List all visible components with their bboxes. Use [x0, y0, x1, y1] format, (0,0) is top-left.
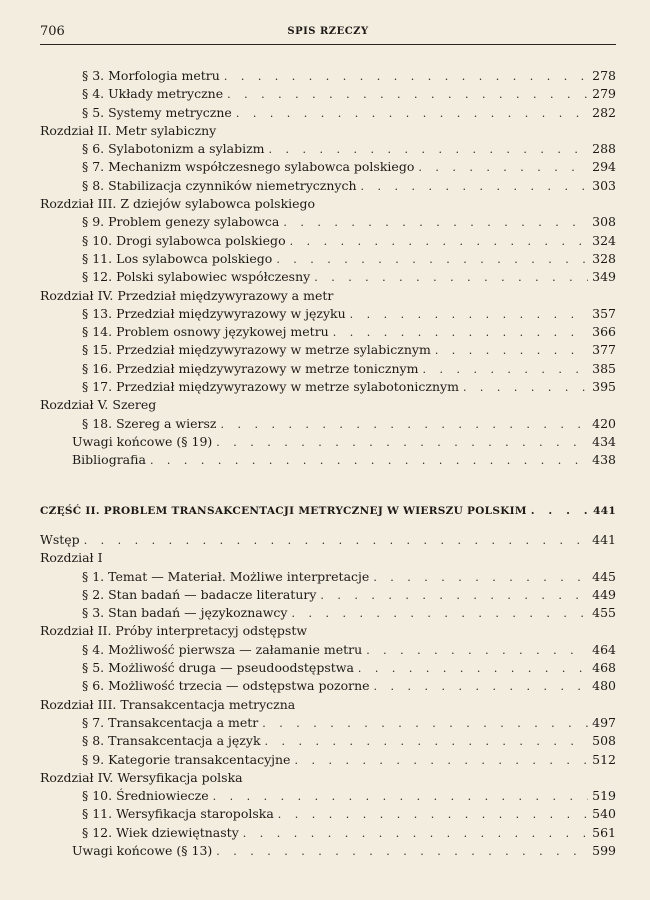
toc-entry-page: 279	[592, 86, 616, 102]
toc-entry-row[interactable]	[40, 641, 616, 659]
toc-entry-label: Wstęp	[40, 531, 84, 549]
dot-leader	[262, 715, 588, 732]
dot-leader	[220, 416, 588, 433]
toc-entry-label: Bibliografia	[72, 451, 150, 469]
dot-leader	[278, 806, 588, 823]
dot-leader	[314, 269, 588, 286]
toc-chapter-row[interactable]	[40, 396, 616, 414]
running-title: SPIS RZECZY	[287, 26, 369, 37]
toc-entry-row[interactable]	[40, 568, 616, 586]
toc-entry-label: § 12. Polski sylabowiec współczesny	[82, 268, 314, 286]
toc-entry-page: 438	[592, 452, 616, 468]
toc-entry-label: Rozdział V. Szereg	[40, 396, 160, 414]
toc-entry-label: § 5. Systemy metryczne	[82, 104, 236, 122]
dot-leader	[374, 678, 588, 695]
toc-entry-page: 349	[592, 269, 616, 285]
dot-leader	[531, 502, 588, 520]
toc-entry-label: § 9. Problem genezy sylabowca	[82, 213, 283, 231]
toc-entry-page: 434	[592, 433, 616, 449]
toc-entry-row[interactable]	[40, 732, 616, 750]
toc-entry-label: Uwagi końcowe (§ 13)	[72, 842, 216, 860]
dot-leader	[435, 342, 588, 359]
toc-entry-page: 464	[592, 641, 616, 657]
toc-entry-label: Uwagi końcowe (§ 19)	[72, 433, 216, 451]
toc-entry-row[interactable]	[40, 378, 616, 396]
toc-entry-row[interactable]	[40, 604, 616, 622]
toc-part2-heading	[40, 502, 616, 520]
toc-entry-row[interactable]	[40, 305, 616, 323]
dot-leader	[213, 788, 588, 805]
dot-leader	[150, 452, 588, 469]
toc-entry-label: § 3. Stan badań — językoznawcy	[82, 604, 291, 622]
toc-entry-row[interactable]	[40, 323, 616, 341]
toc-entry-row[interactable]	[40, 232, 616, 250]
toc-entry-page: 445	[592, 568, 616, 584]
toc-entry-label: § 6. Sylabotonizm a sylabizm	[82, 140, 269, 158]
toc-entry-row[interactable]	[40, 805, 616, 823]
toc-entry-row[interactable]	[40, 787, 616, 805]
toc-entry-row[interactable]	[40, 67, 616, 85]
toc-entry-row[interactable]	[40, 360, 616, 378]
toc-entry-row[interactable]	[40, 250, 616, 268]
dot-leader	[320, 587, 588, 604]
toc-entry-page: 308	[592, 214, 616, 230]
toc-entry-page: 328	[592, 250, 616, 266]
toc-entry-row[interactable]	[40, 824, 616, 842]
toc-entry-label: § 4. Możliwość pierwsza — załamanie metru	[82, 641, 366, 659]
toc-entry-row[interactable]	[40, 140, 616, 158]
toc-entry-page: 441	[592, 532, 616, 547]
page-number: 706	[40, 24, 65, 39]
dot-leader	[84, 532, 588, 549]
dot-leader	[224, 68, 588, 85]
toc-entry-label: § 15. Przedział międzywyrazowy w metrze sylabicznym	[82, 341, 435, 359]
toc-entry-label: § 7. Transakcentacja a metr	[82, 714, 262, 732]
toc-entry-page: 357	[592, 305, 616, 321]
toc-entry-label: § 7. Mechanizm współczesnego sylabowca polskiego	[82, 158, 418, 176]
toc-entry-row[interactable]	[40, 341, 616, 359]
toc-entry-page: 294	[592, 159, 616, 175]
toc-entry-label: § 16. Przedział międzywyrazowy w metrze tonicznym	[82, 360, 422, 378]
toc-entry-label: § 3. Morfologia metru	[82, 67, 224, 85]
toc-entry-row[interactable]	[40, 677, 616, 695]
dot-leader	[236, 105, 588, 122]
dot-leader	[216, 843, 588, 860]
dot-leader	[366, 642, 588, 659]
dot-leader	[265, 733, 588, 750]
toc-entry-row[interactable]	[40, 659, 616, 677]
toc-entry-page: 449	[592, 586, 616, 602]
toc-entry-page: 282	[592, 104, 616, 120]
dot-leader	[358, 660, 588, 677]
toc-entry-row[interactable]	[40, 177, 616, 195]
part-title: CZĘŚĆ II. PROBLEM TRANSAKCENTACJI METRYCZNEJ W WIERSZU POLSKIM	[40, 502, 531, 520]
dot-leader	[361, 178, 588, 195]
toc-chapter-row[interactable]	[40, 622, 616, 640]
toc-entry-page: 508	[592, 733, 616, 749]
toc-entry-row[interactable]	[40, 104, 616, 122]
toc-entry-label: § 9. Kategorie transakcentacyjne	[82, 751, 294, 769]
toc-entry-page: 480	[592, 678, 616, 694]
toc-entry-page: 288	[592, 141, 616, 157]
dot-leader	[291, 605, 588, 622]
toc-entry-page: 278	[592, 68, 616, 83]
toc-entry-label: § 17. Przedział międzywyrazowy w metrze sylabotonicznym	[82, 378, 463, 396]
toc-entry-page: 540	[592, 806, 616, 822]
toc-chapter-row[interactable]	[40, 696, 616, 714]
toc-entry-row[interactable]	[40, 158, 616, 176]
toc-entry-row[interactable]	[40, 842, 616, 860]
toc-entry-label: Rozdział II. Próby interpretacyj odstępstw	[40, 622, 311, 640]
toc-entry-label: § 11. Los sylabowca polskiego	[82, 250, 276, 268]
toc-entry-label: Rozdział IV. Przedział międzywyrazowy a metr	[40, 287, 337, 305]
toc-entry-label: Rozdział IV. Wersyfikacja polska	[40, 769, 247, 787]
page-header	[40, 24, 616, 45]
toc-entry-label: § 10. Drogi sylabowca polskiego	[82, 232, 290, 250]
toc-entry-label: § 13. Przedział międzywyrazowy w języku	[82, 305, 350, 323]
toc-entry-label: § 8. Transakcentacja a język	[82, 732, 265, 750]
toc-entry-label: § 10. Średniowiecze	[82, 787, 213, 805]
dot-leader	[269, 141, 588, 158]
toc-chapter-row[interactable]	[40, 195, 616, 213]
toc-entry-page: 385	[592, 360, 616, 376]
toc-entry-page: 497	[592, 714, 616, 730]
dot-leader	[243, 825, 588, 842]
toc-entry-page: 512	[592, 751, 616, 767]
toc-entry-row[interactable]	[40, 433, 616, 451]
dot-leader	[283, 214, 588, 231]
toc-entry-page: 468	[592, 660, 616, 676]
toc-chapter-row[interactable]	[40, 769, 616, 787]
toc-entry-label: § 18. Szereg a wiersz	[82, 415, 220, 433]
toc-part1	[40, 67, 616, 470]
toc-entry-row[interactable]	[40, 213, 616, 231]
toc-entry-row[interactable]	[40, 751, 616, 769]
dot-leader	[422, 361, 588, 378]
toc-entry-label: § 11. Wersyfikacja staropolska	[82, 805, 278, 823]
toc-entry-label: § 14. Problem osnowy językowej metru	[82, 323, 333, 341]
toc-entry-label: § 6. Możliwość trzecia — odstępstwa pozorne	[82, 677, 374, 695]
toc-entry-label: Rozdział III. Transakcentacja metryczna	[40, 696, 299, 714]
toc-entry-page: 599	[592, 843, 616, 859]
part-title-row[interactable]	[40, 502, 616, 520]
dot-leader	[294, 752, 588, 769]
dot-leader	[463, 379, 588, 396]
toc-chapter-row[interactable]	[40, 531, 616, 549]
toc-chapter-row[interactable]	[40, 549, 616, 567]
toc-entry-label: § 8. Stabilizacja czynników niemetrycznych	[82, 177, 361, 195]
dot-leader	[216, 434, 588, 451]
toc-entry-row[interactable]	[40, 415, 616, 433]
toc-entry-label: § 12. Wiek dziewiętnasty	[82, 824, 243, 842]
dot-leader	[418, 159, 588, 176]
dot-leader	[290, 233, 588, 250]
toc-entry-page: 420	[592, 415, 616, 431]
dot-leader	[350, 306, 588, 323]
toc-entry-page: 395	[592, 379, 616, 395]
part-title-page: 441	[593, 505, 616, 517]
toc-entry-row[interactable]	[40, 586, 616, 604]
dot-leader	[227, 86, 588, 103]
toc-entry-page: 561	[592, 824, 616, 840]
toc-entry-page: 519	[592, 788, 616, 804]
toc-entry-label: § 4. Układy metryczne	[82, 85, 227, 103]
toc-entry-page: 455	[592, 605, 616, 621]
toc-entry-label: § 2. Stan badań — badacze literatury	[82, 586, 320, 604]
toc-entry-row[interactable]	[40, 714, 616, 732]
toc-entry-row[interactable]	[40, 85, 616, 103]
toc-entry-page: 377	[592, 342, 616, 358]
toc-entry-page: 303	[592, 177, 616, 193]
toc-entry-row[interactable]	[40, 451, 616, 469]
toc-entry-label: Rozdział I	[40, 549, 107, 567]
toc-entry-label: Rozdział II. Metr sylabiczny	[40, 122, 220, 140]
toc-entry-row[interactable]	[40, 268, 616, 286]
toc-chapter-row[interactable]	[40, 287, 616, 305]
toc-entry-page: 324	[592, 232, 616, 248]
toc-entry-label: § 1. Temat — Materiał. Możliwe interpretacje	[82, 568, 373, 586]
dot-leader	[276, 251, 588, 268]
toc-entry-label: § 5. Możliwość druga — pseudoodstępstwa	[82, 659, 358, 677]
toc-entry-page: 366	[592, 324, 616, 340]
toc-entry-label: Rozdział III. Z dziejów sylabowca polskiego	[40, 195, 319, 213]
dot-leader	[333, 324, 588, 341]
toc-part2	[40, 531, 616, 860]
toc-chapter-row[interactable]	[40, 122, 616, 140]
dot-leader	[373, 569, 588, 586]
